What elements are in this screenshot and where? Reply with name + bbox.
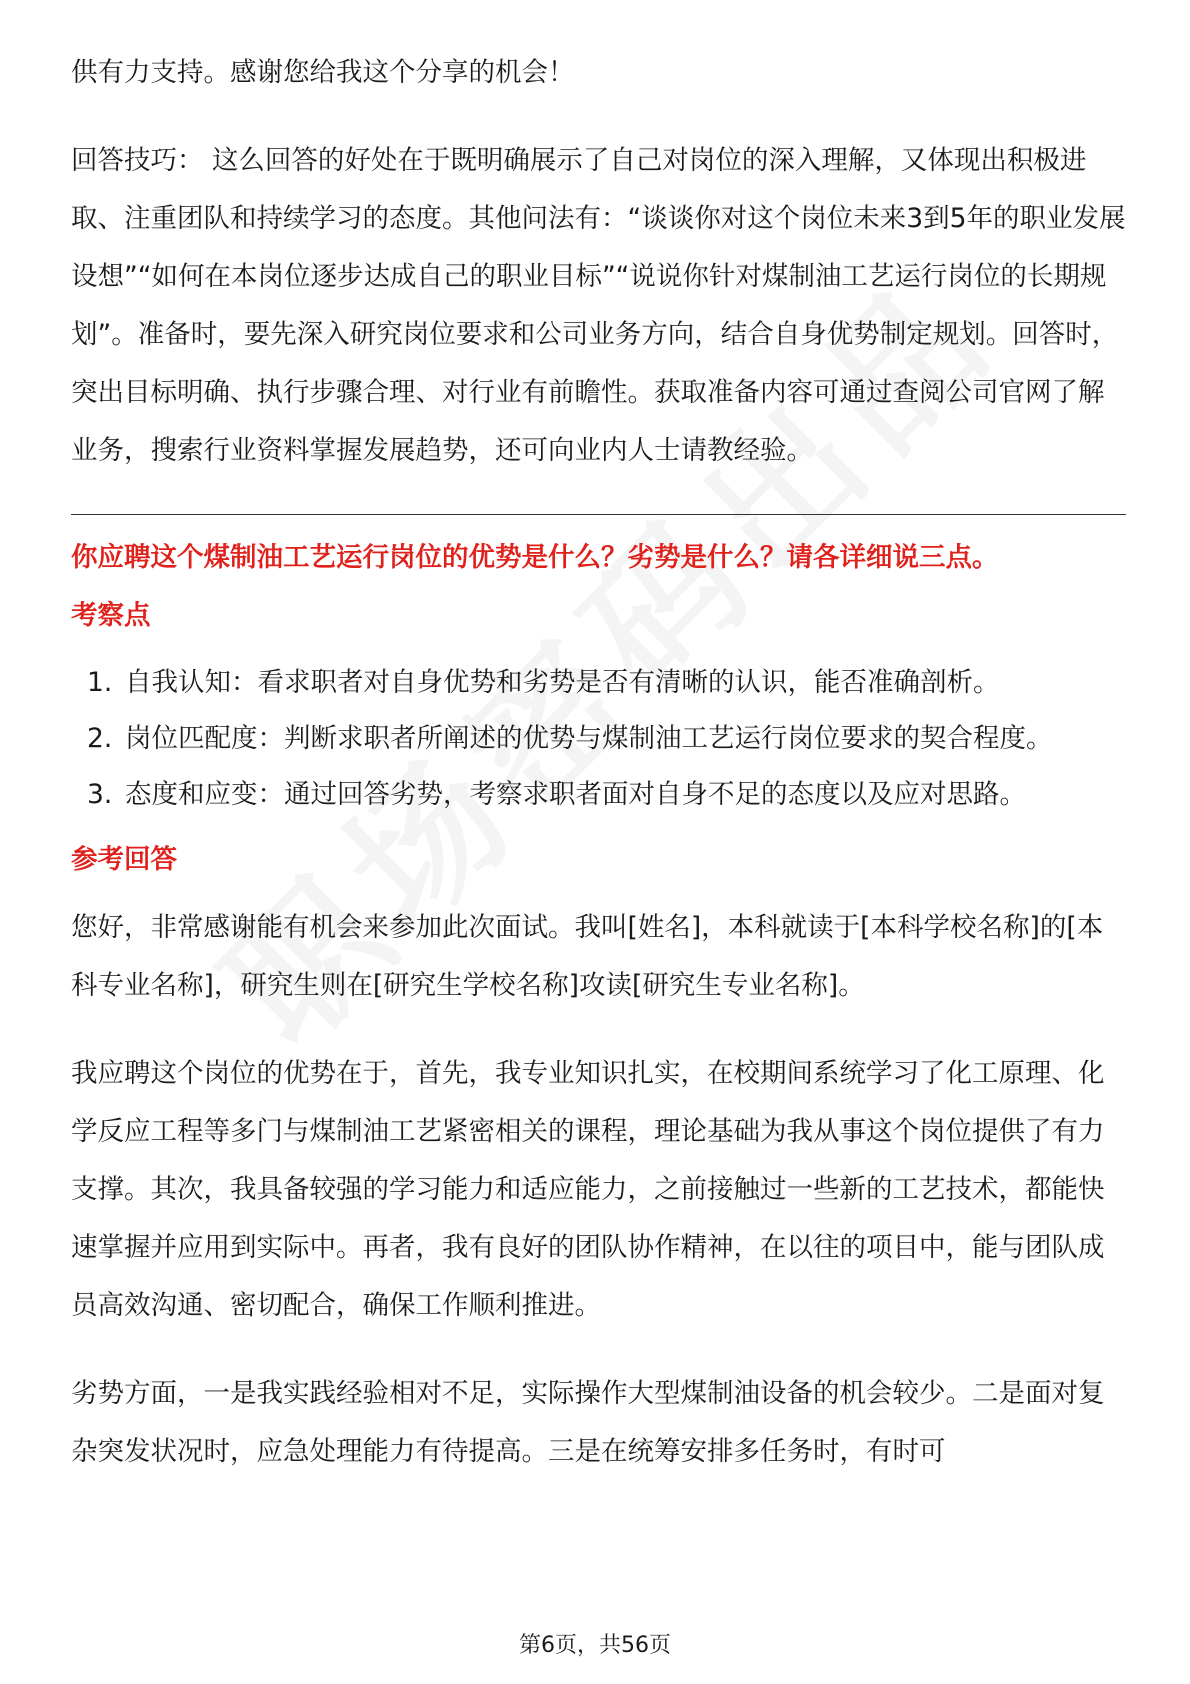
document-body xyxy=(71,44,1126,1481)
answer-heading: 参考回答 xyxy=(71,844,177,875)
answer-paragraph: 劣势方面，一是我实践经验相对不足，实际操作大型煤制油设备的机会较少。二是面对复杂突发状况时，应急处理能力有待提高。三是在统筹安排多任务时，有时可 xyxy=(71,1378,1105,1467)
exam-points-heading: 考察点 xyxy=(71,600,151,631)
page-footer: 第6页，共56页 xyxy=(519,1633,671,1658)
answer-paragraph: 我应聘这个岗位的优势在于，首先，我专业知识扎实，在校期间系统学习了化工原理、化学反应工程等多门与煤制油工艺紧密相关的课程，理论基础为我从事这个岗位提供了有力支撑。其次，我具备较强的学习能力和适应能力，之前接触过一些新的工艺技术，都能快速掌握并应用到实际中。再者，我有良好的团队协作精神，在以往的项目中，能与团队成员高效沟通、密切配合，确保工作顺利推进。 xyxy=(71,1058,1105,1321)
section-divider xyxy=(71,514,1126,515)
list-item xyxy=(71,711,1126,767)
list-item-number: 3. xyxy=(87,779,113,810)
list-item-text: 态度和应变：通过回答劣势，考察求职者面对自身不足的态度以及应对思路。 xyxy=(125,779,1026,810)
list-item-text: 岗位匹配度：判断求职者所阐述的优势与煤制油工艺运行岗位要求的契合程度。 xyxy=(125,723,1053,754)
tips-paragraph: 回答技巧： 这么回答的好处在于既明确展示了自己对岗位的深入理解，又体现出积极进取、注重团队和持续学习的态度。其他问法有：“谈谈你对这个岗位未来3到5年的职业发展设想”“如何在本岗位逐步达成自己的职业目标”“说说你针对煤制油工艺运行岗位的长期规划”。准备时，要先深入研究岗位要求和公司业务方向，结合自身优势制定规划。回答时，突出目标明确、执行步骤合理、对行业有前瞻性。获取准备内容可通过查阅公司官网了解业务，搜索行业资料掌握发展趋势，还可向业内人士请教经验。 xyxy=(71,145,1126,466)
intro-paragraph: 供有力支持。感谢您给我这个分享的机会！ xyxy=(71,57,575,88)
answer-paragraph: 您好，非常感谢能有机会来参加此次面试。我叫[姓名]，本科就读于[本科学校名称]的[本科专业名称]，研究生则在[研究生学校名称]攻读[研究生专业名称]。 xyxy=(71,912,1104,1001)
list-item xyxy=(71,767,1126,823)
question-title: 你应聘这个煤制油工艺运行岗位的优势是什么？劣势是什么？请各详细说三点。 xyxy=(71,542,999,573)
list-item-number: 2. xyxy=(87,723,113,754)
list-item-number: 1. xyxy=(87,667,113,698)
exam-points-list xyxy=(71,655,1126,823)
list-item-text: 自我认知：看求职者对自身优势和劣势是否有清晰的认识，能否准确剖析。 xyxy=(125,667,1000,698)
list-item xyxy=(71,655,1126,711)
